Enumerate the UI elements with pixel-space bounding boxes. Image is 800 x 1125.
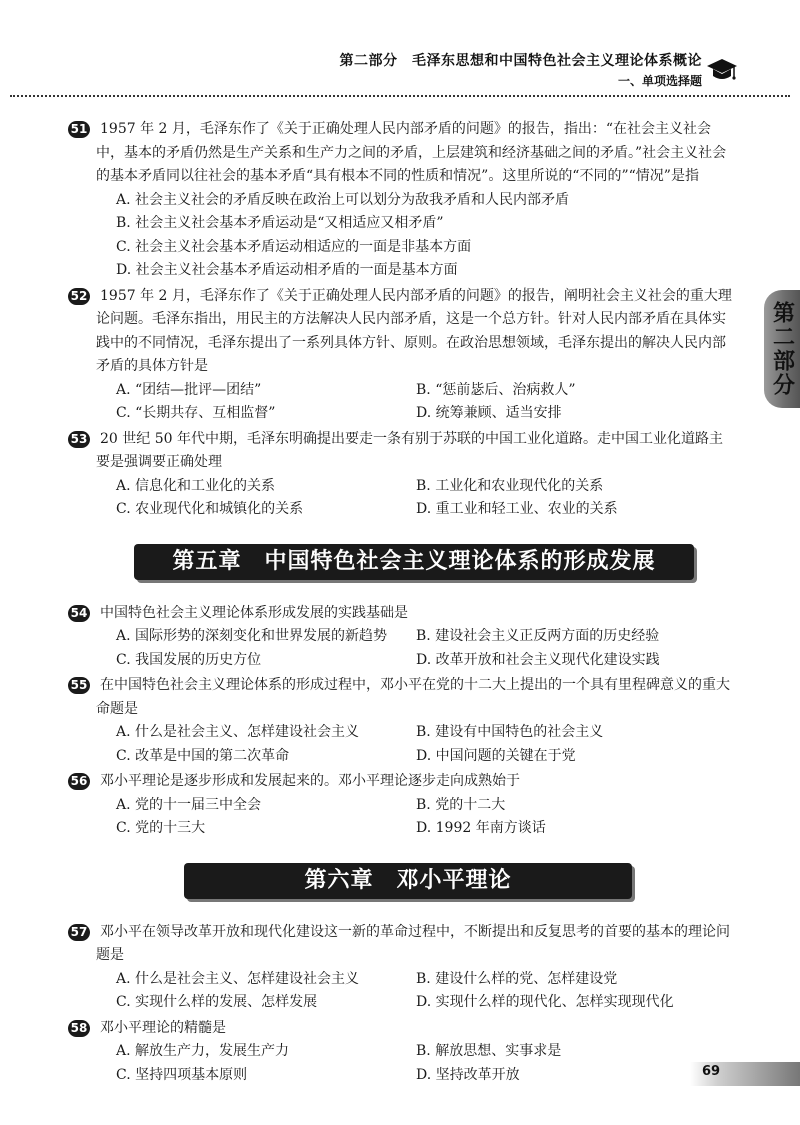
question-number-badge: 54 <box>68 605 90 622</box>
options-list <box>92 379 732 426</box>
question-51 <box>70 118 732 283</box>
option-c: C. 改革是中国的第二次革命 <box>116 747 290 764</box>
options-list <box>92 189 732 283</box>
option-b: B. 解放思想、实事求是 <box>416 1043 562 1059</box>
question-53 <box>70 428 732 522</box>
options-list <box>92 968 732 1015</box>
chapter-6-heading <box>92 857 732 907</box>
header-divider <box>10 95 790 97</box>
option-a: A. 社会主义社会的矛盾反映在政治上可以划分为敌我矛盾和人民内部矛盾 <box>116 191 570 208</box>
options-list <box>92 1040 732 1087</box>
graduation-cap-icon <box>706 55 738 85</box>
option-a: A. 解放生产力，发展生产力 <box>116 1043 290 1059</box>
question-text: 1957 年 2 月，毛泽东作了《关于正确处理人民内部矛盾的问题》的报告，指出：“在社会主义社会中，基本的矛盾仍然是生产关系和生产力之间的矛盾，上层建筑和经济基础之间的矛盾。”社会主义社会的基本矛盾同以往社会的基本矛盾“具有根本不同的性质和情况”。这里所说的“不同的”“情况”是指 <box>96 121 727 184</box>
option-c: C. 党的十三大 <box>116 820 206 836</box>
option-c: C. 实现什么样的发展、怎样发展 <box>116 994 318 1010</box>
option-d: D. 社会主义社会基本矛盾运动相矛盾的一面是基本方面 <box>116 262 458 278</box>
option-b: B. 建设有中国特色的社会主义 <box>416 724 604 740</box>
option-b: B. 建设什么样的党、怎样建设党 <box>416 970 618 987</box>
question-text: 邓小平在领导改革开放和现代化建设这一新的革命过程中，不断提出和反复思考的首要的基本的理论问题是 <box>96 923 730 963</box>
option-c: C. 社会主义社会基本矛盾运动相适应的一面是非基本方面 <box>116 238 472 255</box>
question-text: 20 世纪 50 年代中期，毛泽东明确提出要走一条有别于苏联的中国工业化道路。走中国工业化道路主要是强调要正确处理 <box>96 430 723 470</box>
chapter-5-heading <box>92 538 732 588</box>
section-side-tab <box>764 290 800 408</box>
page-content <box>70 118 732 1087</box>
question-number-badge: 56 <box>68 773 90 790</box>
chapter-title: 第六章 邓小平理论 <box>184 863 632 899</box>
option-d: D. 坚持改革开放 <box>416 1066 520 1083</box>
question-text: 邓小平理论的精髓是 <box>100 1019 226 1036</box>
question-number-badge: 58 <box>68 1020 90 1037</box>
question-55 <box>70 674 732 768</box>
question-52 <box>70 285 732 426</box>
option-c: C. 我国发展的历史方位 <box>116 651 262 668</box>
question-number-badge: 51 <box>68 121 90 138</box>
option-c: C. 农业现代化和城镇化的关系 <box>116 501 304 517</box>
option-d: D. 重工业和轻工业、农业的关系 <box>416 501 618 517</box>
option-a: A. 党的十一届三中全会 <box>116 796 262 813</box>
option-b: B. 党的十二大 <box>416 796 506 813</box>
chapter-title: 第五章 中国特色社会主义理论体系的形成发展 <box>134 544 694 580</box>
question-text: 中国特色社会主义理论体系形成发展的实践基础是 <box>100 604 408 621</box>
option-b: B. 建设社会主义正反两方面的历史经验 <box>416 628 660 644</box>
option-d: D. 中国问题的关键在于党 <box>416 747 576 764</box>
question-number-badge: 53 <box>68 431 90 448</box>
option-a: A. “团结—批评—团结” <box>116 381 262 398</box>
options-list <box>92 794 732 841</box>
question-text: 在中国特色社会主义理论体系的形成过程中，邓小平在党的十二大上提出的一个具有里程碑意义的重大命题是 <box>96 677 730 717</box>
question-number-badge: 52 <box>68 288 90 305</box>
option-b: B. “惩前毖后、治病救人” <box>416 381 576 398</box>
option-a: A. 信息化和工业化的关系 <box>116 477 276 494</box>
option-b: B. 工业化和农业现代化的关系 <box>416 477 604 494</box>
option-c: C. “长期共存、互相监督” <box>116 405 276 421</box>
option-d: D. 1992 年南方谈话 <box>416 820 546 836</box>
options-list <box>92 475 732 522</box>
header-subtitle: 一、单项选择题 <box>617 74 702 88</box>
question-56 <box>70 770 732 841</box>
side-tab-label: 第二部分 <box>769 301 795 397</box>
options-list <box>92 721 732 768</box>
question-57 <box>70 921 732 1015</box>
option-a: A. 什么是社会主义、怎样建设社会主义 <box>116 970 360 987</box>
option-d: D. 统筹兼顾、适当安排 <box>416 405 562 421</box>
page-number: 69 <box>702 1064 721 1079</box>
option-d: D. 实现什么样的现代化、怎样实现现代化 <box>416 994 674 1010</box>
option-d: D. 改革开放和社会主义现代化建设实践 <box>416 651 660 668</box>
question-58 <box>70 1017 732 1088</box>
options-list <box>92 625 732 672</box>
question-number-badge: 55 <box>68 677 90 694</box>
option-c: C. 坚持四项基本原则 <box>116 1066 248 1083</box>
option-b: B. 社会主义社会基本矛盾运动是“又相适应又相矛盾” <box>116 215 444 231</box>
option-a: A. 什么是社会主义、怎样建设社会主义 <box>116 724 360 740</box>
question-number-badge: 57 <box>68 924 90 941</box>
question-text: 1957 年 2 月，毛泽东作了《关于正确处理人民内部矛盾的问题》的报告，阐明社会主义社会的重大理论问题。毛泽东指出，用民主的方法解决人民内部矛盾，这是一个总方针。针对人民内部矛盾在具体实践中的不同情况，毛泽东提出了一系列具体方针、原则。在政治思想领域，毛泽东提出的解决人民内部矛盾的具体方针是 <box>96 287 732 374</box>
page-header <box>0 0 800 100</box>
header-title: 第二部分 毛泽东思想和中国特色社会主义理论体系概论 <box>339 53 702 69</box>
question-text: 邓小平理论是逐步形成和发展起来的。邓小平理论逐步走向成熟始于 <box>100 773 520 789</box>
option-a: A. 国际形势的深刻变化和世界发展的新趋势 <box>116 628 388 644</box>
question-54 <box>70 602 732 673</box>
